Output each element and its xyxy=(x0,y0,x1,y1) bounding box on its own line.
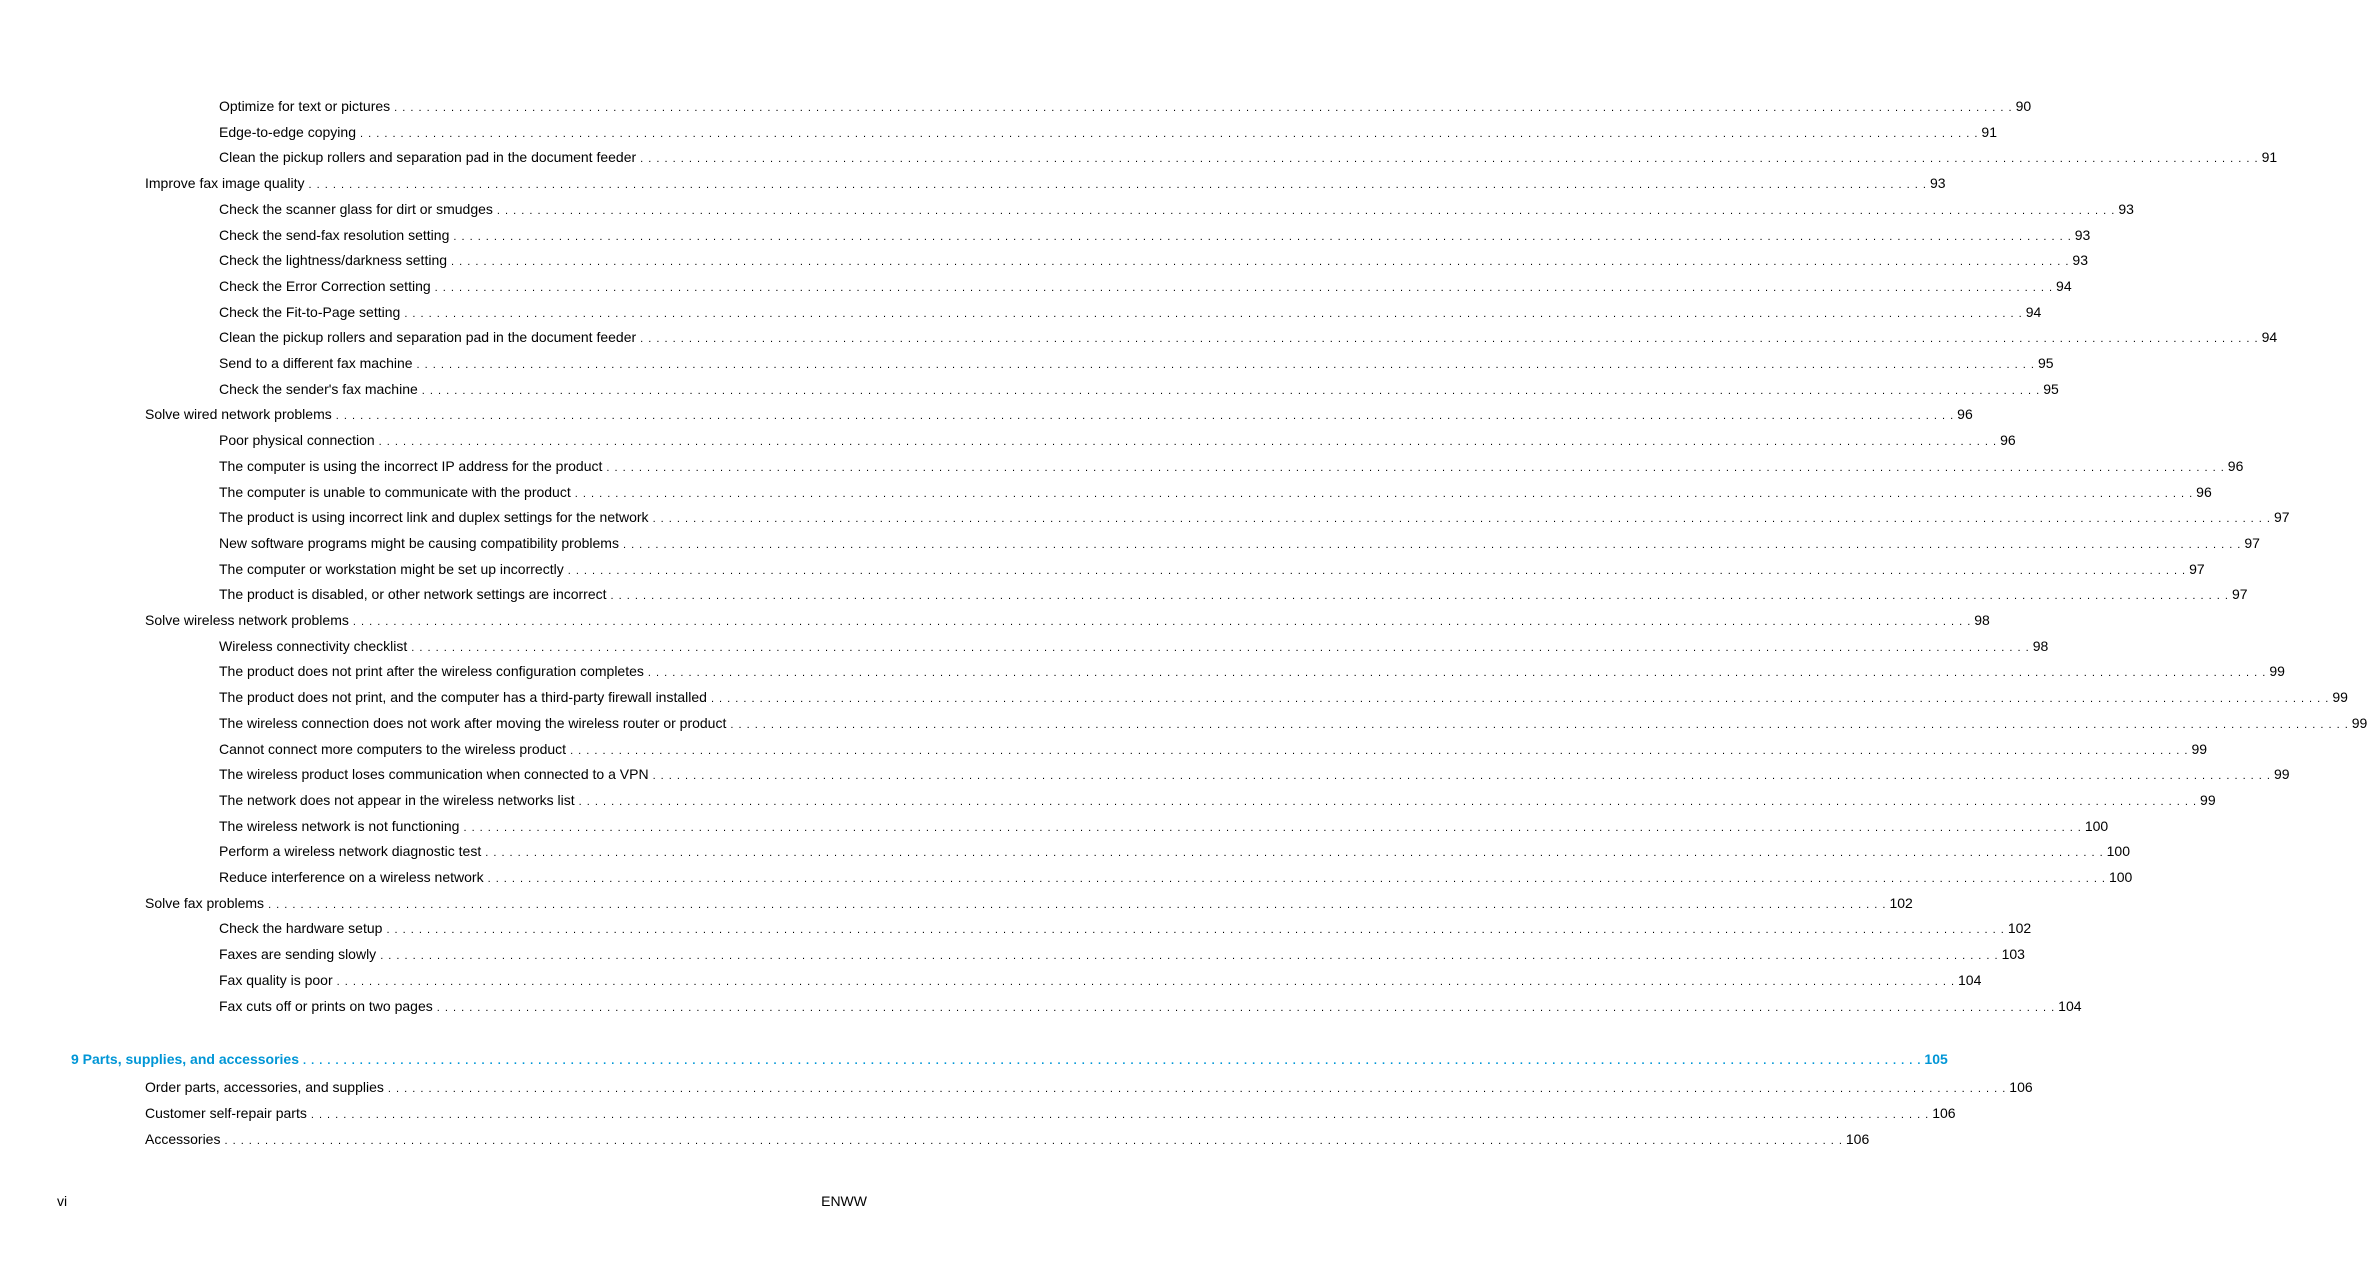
toc-entry-title: The computer is unable to communicate with the product xyxy=(219,483,571,500)
toc-entry[interactable] xyxy=(219,970,1982,990)
toc-entry-page: 91 xyxy=(1981,123,1997,140)
toc-entry-title: 9 Parts, supplies, and accessories xyxy=(71,1051,300,1068)
toc-entry-title: Fax quality is poor xyxy=(219,971,333,988)
toc-entry[interactable] xyxy=(219,302,2042,322)
toc-entry[interactable] xyxy=(145,1103,1956,1123)
toc-dot-leader: . . . . . . . . . . . . . . . . . . . . . . . . . . . . . . . . . . . . . . . . . . . . . . . . . . . . . . . . . . . . . . . . . . . . . . . . . . . . . . . . . . . . . . . . . . . . . . . . . . . . . . . . . . . . . . . . . . . . . . . . . . . . . . . . . . . . . . . . . . . . . . . . . . . . . . . . . . . . . . . . . . . . . . . . . . . . . . . . . . . . . . . . . . . . . . . . . . . . . . . . xyxy=(647,667,2267,680)
toc-entry-title: Check the Error Correction setting xyxy=(219,277,431,294)
toc-entry-title: Perform a wireless network diagnostic test xyxy=(219,843,482,860)
toc-entry[interactable] xyxy=(219,841,2130,861)
toc-entry-title: Check the send-fax resolution setting xyxy=(219,226,450,243)
toc-entry[interactable] xyxy=(219,250,2088,270)
toc-entry-page: 96 xyxy=(2000,432,2016,449)
toc-entry[interactable] xyxy=(219,661,2285,681)
toc-entry[interactable] xyxy=(219,713,2367,733)
footer-doc-code: ENWW xyxy=(821,1193,867,1209)
toc-entry-title: New software programs might be causing compatibility problems xyxy=(219,534,619,551)
toc-entry[interactable] xyxy=(219,379,2059,399)
toc-entry-title: Order parts, accessories, and supplies xyxy=(145,1079,384,1096)
toc-entry[interactable] xyxy=(145,1129,1870,1149)
toc-entry-title: Check the sender's fax machine xyxy=(219,380,418,397)
toc-entry-title: The product does not print, and the computer has a third-party firewall installed xyxy=(219,689,707,706)
toc-entry[interactable] xyxy=(219,687,2348,707)
toc-dot-leader: . . . . . . . . . . . . . . . . . . . . . . . . . . . . . . . . . . . . . . . . . . . . . . . . . . . . . . . . . . . . . . . . . . . . . . . . . . . . . . . . . . . . . . . . . . . . . . . . . . . . . . . . . . . . . . . . . . . . . . . . . . . . . . . . . . . . . . . . . . . . . . . . . . . . . . . . . . . . . . . . . . . . . . . . . . . . . . . . . . . . . . . . . . . . . . . . . . . . . . . . xyxy=(421,384,2041,397)
toc-entry-title: The computer or workstation might be set up incorrectly xyxy=(219,560,564,577)
toc-dot-leader: . . . . . . . . . . . . . . . . . . . . . . . . . . . . . . . . . . . . . . . . . . . . . . . . . . . . . . . . . . . . . . . . . . . . . . . . . . . . . . . . . . . . . . . . . . . . . . . . . . . . . . . . . . . . . . . . . . . . . . . . . . . . . . . . . . . . . . . . . . . . . . . . . . . . . . . . . . . . . . . . . . . . . . . . . . . . . . . . . . . . . . . . . . . . . . . . . . . . . . . . xyxy=(394,102,2013,114)
toc-dot-leader: . . . . . . . . . . . . . . . . . . . . . . . . . . . . . . . . . . . . . . . . . . . . . . . . . . . . . . . . . . . . . . . . . . . . . . . . . . . . . . . . . . . . . . . . . . . . . . . . . . . . . . . . . . . . . . . . . . . . . . . . . . . . . . . . . . . . . . . . . . . . . . . . . . . . . . . . . . . . . . . . . . . . . . . . . . . . . . . . . . . . . . . . . . . . . . . . . . . . . . . . xyxy=(303,1055,1922,1068)
toc-dot-leader: . . . . . . . . . . . . . . . . . . . . . . . . . . . . . . . . . . . . . . . . . . . . . . . . . . . . . . . . . . . . . . . . . . . . . . . . . . . . . . . . . . . . . . . . . . . . . . . . . . . . . . . . . . . . . . . . . . . . . . . . . . . . . . . . . . . . . . . . . . . . . . . . . . . . . . . . . . . . . . . . . . . . . . . . . . . . . . . . . . . . . . . . . . . . . . . . . . . . . . . . xyxy=(404,307,2023,320)
toc-entry[interactable] xyxy=(219,918,2032,938)
toc-entry-title: Customer self-repair parts xyxy=(145,1104,307,1121)
toc-entry-title: The wireless network is not functioning xyxy=(219,817,460,834)
toc-entry[interactable] xyxy=(145,1077,2033,1097)
toc-dot-leader: . . . . . . . . . . . . . . . . . . . . . . . . . . . . . . . . . . . . . . . . . . . . . . . . . . . . . . . . . . . . . . . . . . . . . . . . . . . . . . . . . . . . . . . . . . . . . . . . . . . . . . . . . . . . . . . . . . . . . . . . . . . . . . . . . . . . . . . . . . . . . . . . . . . . . . . . . . . . . . . . . . . . . . . . . . . . . . . . . . . . . . . . . . . . . . . . . . . . . . . . xyxy=(335,410,1955,423)
toc-dot-leader: . . . . . . . . . . . . . . . . . . . . . . . . . . . . . . . . . . . . . . . . . . . . . . . . . . . . . . . . . . . . . . . . . . . . . . . . . . . . . . . . . . . . . . . . . . . . . . . . . . . . . . . . . . . . . . . . . . . . . . . . . . . . . . . . . . . . . . . . . . . . . . . . . . . . . . . . . . . . . . . . . . . . . . . . . . . . . . . . . . . . . . . . . . . . . . . . . . . . . . . . xyxy=(485,847,2104,860)
toc-entry[interactable] xyxy=(219,327,2278,347)
toc-entry[interactable] xyxy=(219,430,2016,450)
toc-dot-leader: . . . . . . . . . . . . . . . . . . . . . . . . . . . . . . . . . . . . . . . . . . . . . . . . . . . . . . . . . . . . . . . . . . . . . . . . . . . . . . . . . . . . . . . . . . . . . . . . . . . . . . . . . . . . . . . . . . . . . . . . . . . . . . . . . . . . . . . . . . . . . . . . . . . . . . . . . . . . . . . . . . . . . . . . . . . . . . . . . . . . . . . . . . . . . . . . . . . . . . . . xyxy=(411,641,2030,654)
toc-entry[interactable] xyxy=(145,893,1913,913)
toc-entry-page: 93 xyxy=(2072,252,2088,269)
toc-dot-leader: . . . . . . . . . . . . . . . . . . . . . . . . . . . . . . . . . . . . . . . . . . . . . . . . . . . . . . . . . . . . . . . . . . . . . . . . . . . . . . . . . . . . . . . . . . . . . . . . . . . . . . . . . . . . . . . . . . . . . . . . . . . . . . . . . . . . . . . . . . . . . . . . . . . . . . . . . . . . . . . . . . . . . . . . . . . . . . . . . . . . . . . . . . . . . . . . . . . . . . . . xyxy=(496,204,2116,217)
toc-dot-leader: . . . . . . . . . . . . . . . . . . . . . . . . . . . . . . . . . . . . . . . . . . . . . . . . . . . . . . . . . . . . . . . . . . . . . . . . . . . . . . . . . . . . . . . . . . . . . . . . . . . . . . . . . . . . . . . . . . . . . . . . . . . . . . . . . . . . . . . . . . . . . . . . . . . . . . . . . . . . . . . . . . . . . . . . . . . . . . . . . . . . . . . . . . . . . . . . . . . . . . . . xyxy=(380,950,1999,963)
toc-dot-leader: . . . . . . . . . . . . . . . . . . . . . . . . . . . . . . . . . . . . . . . . . . . . . . . . . . . . . . . . . . . . . . . . . . . . . . . . . . . . . . . . . . . . . . . . . . . . . . . . . . . . . . . . . . . . . . . . . . . . . . . . . . . . . . . . . . . . . . . . . . . . . . . . . . . . . . . . . . . . . . . . . . . . . . . . . . . . . . . . . . . . . . . . . . . . . . . . . . . . . . . . xyxy=(487,873,2106,885)
toc-entry-page: 99 xyxy=(2200,791,2216,808)
toc-entry-page: 102 xyxy=(1889,894,1913,911)
toc-entry[interactable] xyxy=(219,867,2133,887)
toc-entry[interactable] xyxy=(219,353,2054,373)
toc-entry-page: 96 xyxy=(2196,483,2212,500)
toc-dot-leader: . . . . . . . . . . . . . . . . . . . . . . . . . . . . . . . . . . . . . . . . . . . . . . . . . . . . . . . . . . . . . . . . . . . . . . . . . . . . . . . . . . . . . . . . . . . . . . . . . . . . . . . . . . . . . . . . . . . . . . . . . . . . . . . . . . . . . . . . . . . . . . . . . . . . . . . . . . . . . . . . . . . . . . . . . . . . . . . . . . . . . . . . . . . . . . . . . . . . . . . . xyxy=(652,513,2271,526)
toc-entry-title: Cannot connect more computers to the wireless product xyxy=(219,740,567,757)
toc-dot-leader: . . . . . . . . . . . . . . . . . . . . . . . . . . . . . . . . . . . . . . . . . . . . . . . . . . . . . . . . . . . . . . . . . . . . . . . . . . . . . . . . . . . . . . . . . . . . . . . . . . . . . . . . . . . . . . . . . . . . . . . . . . . . . . . . . . . . . . . . . . . . . . . . . . . . . . . . . . . . . . . . . . . . . . . . . . . . . . . . . . . . . . . . . . . . . . . . . . . . . . . . xyxy=(578,795,2198,808)
toc-entry-title: Solve wired network problems xyxy=(145,406,332,423)
toc-entry-title: Accessories xyxy=(145,1130,221,1147)
toc-dot-leader: . . . . . . . . . . . . . . . . . . . . . . . . . . . . . . . . . . . . . . . . . . . . . . . . . . . . . . . . . . . . . . . . . . . . . . . . . . . . . . . . . . . . . . . . . . . . . . . . . . . . . . . . . . . . . . . . . . . . . . . . . . . . . . . . . . . . . . . . . . . . . . . . . . . . . . . . . . . . . . . . . . . . . . . . . . . . . . . . . . . . . . . . . . . . . . . . . . . . . . . . xyxy=(574,487,2194,500)
toc-entry-page: 91 xyxy=(2261,149,2278,166)
toc-dot-leader: . . . . . . . . . . . . . . . . . . . . . . . . . . . . . . . . . . . . . . . . . . . . . . . . . . . . . . . . . . . . . . . . . . . . . . . . . . . . . . . . . . . . . . . . . . . . . . . . . . . . . . . . . . . . . . . . . . . . . . . . . . . . . . . . . . . . . . . . . . . . . . . . . . . . . . . . . . . . . . . . . . . . . . . . . . . . . . . . . . . . . . . . . . . . . . . . . . . . . . . . xyxy=(416,359,2035,371)
toc-entry-title: The product does not print after the wireless configuration completes xyxy=(219,663,644,680)
toc-entry[interactable] xyxy=(219,636,2049,656)
toc-dot-leader: . . . . . . . . . . . . . . . . . . . . . . . . . . . . . . . . . . . . . . . . . . . . . . . . . . . . . . . . . . . . . . . . . . . . . . . . . . . . . . . . . . . . . . . . . . . . . . . . . . . . . . . . . . . . . . . . . . . . . . . . . . . . . . . . . . . . . . . . . . . . . . . . . . . . . . . . . . . . . . . . . . . . . . . . . . . . . . . . . . . . . . . . . . . . . . . . . . . . . . . . xyxy=(434,281,2054,294)
toc-entry-title: Reduce interference on a wireless network xyxy=(219,869,484,885)
toc-entry-title: Check the hardware setup xyxy=(219,920,383,937)
toc-entry-page: 96 xyxy=(1957,406,1973,423)
toc-entry-page: 105 xyxy=(1924,1051,1948,1068)
toc-entry-title: Check the Fit-to-Page setting xyxy=(219,303,401,320)
toc-entry[interactable] xyxy=(219,790,2216,810)
toc-entry-title: Wireless connectivity checklist xyxy=(219,637,408,654)
toc-entry-page: 93 xyxy=(2118,200,2134,217)
toc-entry-title: Faxes are sending slowly xyxy=(219,946,377,963)
toc-entry-page: 90 xyxy=(2015,98,2032,114)
toc-entry-page: 100 xyxy=(2108,869,2133,885)
toc-entry-page: 104 xyxy=(1958,971,1982,988)
toc-entry-title: Poor physical connection xyxy=(219,432,375,449)
toc-entry[interactable] xyxy=(219,225,2091,245)
toc-entry-title: The wireless product loses communication when connected to a VPN xyxy=(219,766,649,783)
toc-entry[interactable] xyxy=(219,122,1997,142)
toc-dot-leader: . . . . . . . . . . . . . . . . . . . . . . . . . . . . . . . . . . . . . . . . . . . . . . . . . . . . . . . . . . . . . . . . . . . . . . . . . . . . . . . . . . . . . . . . . . . . . . . . . . . . . . . . . . . . . . . . . . . . . . . . . . . . . . . . . . . . . . . . . . . . . . . . . . . . . . . . . . . . . . . . . . . . . . . . . . . . . . . . . . . . . . . . . . . . . . . . . . . . . . . . xyxy=(622,538,2242,551)
toc-entry[interactable] xyxy=(219,816,2109,836)
toc-entry-page: 99 xyxy=(2273,766,2290,783)
toc-entry[interactable] xyxy=(145,173,1946,193)
toc-entry-title: The product is disabled, or other network settings are incorrect xyxy=(219,586,607,603)
toc-entry[interactable] xyxy=(219,147,2278,167)
toc-dot-leader: . . . . . . . . . . . . . . . . . . . . . . . . . . . . . . . . . . . . . . . . . . . . . . . . . . . . . . . . . . . . . . . . . . . . . . . . . . . . . . . . . . . . . . . . . . . . . . . . . . . . . . . . . . . . . . . . . . . . . . . . . . . . . . . . . . . . . . . . . . . . . . . . . . . . . . . . . . . . . . . . . . . . . . . . . . . . . . . . . . . . . . . . . . . . . . . . . . . . . . . . xyxy=(268,898,1887,911)
toc-entry-title: The product is using incorrect link and duplex settings for the network xyxy=(219,509,649,526)
toc-entry-page: 95 xyxy=(2043,380,2059,397)
toc-dot-leader: . . . . . . . . . . . . . . . . . . . . . . . . . . . . . . . . . . . . . . . . . . . . . . . . . . . . . . . . . . . . . . . . . . . . . . . . . . . . . . . . . . . . . . . . . . . . . . . . . . . . . . . . . . . . . . . . . . . . . . . . . . . . . . . . . . . . . . . . . . . . . . . . . . . . . . . . . . . . . . . . . . . . . . . . . . . . . . . . . . . . . . . . . . . . . . . . . . . . . . . . xyxy=(386,924,2005,937)
toc-entry-page: 100 xyxy=(2106,843,2130,860)
toc-dot-leader: . . . . . . . . . . . . . . . . . . . . . . . . . . . . . . . . . . . . . . . . . . . . . . . . . . . . . . . . . . . . . . . . . . . . . . . . . . . . . . . . . . . . . . . . . . . . . . . . . . . . . . . . . . . . . . . . . . . . . . . . . . . . . . . . . . . . . . . . . . . . . . . . . . . . . . . . . . . . . . . . . . . . . . . . . . . . . . . . . . . . . . . . . . . . . . . . . . . . . . . . xyxy=(463,821,2082,834)
toc-dot-leader: . . . . . . . . . . . . . . . . . . . . . . . . . . . . . . . . . . . . . . . . . . . . . . . . . . . . . . . . . . . . . . . . . . . . . . . . . . . . . . . . . . . . . . . . . . . . . . . . . . . . . . . . . . . . . . . . . . . . . . . . . . . . . . . . . . . . . . . . . . . . . . . . . . . . . . . . . . . . . . . . . . . . . . . . . . . . . . . . . . . . . . . . . . . . . . . . . . . . . . . . xyxy=(360,127,1979,140)
toc-entry-title: Solve wireless network problems xyxy=(145,612,349,628)
toc-entry[interactable] xyxy=(219,482,2212,502)
toc-entry[interactable] xyxy=(219,944,2025,964)
toc-entry[interactable] xyxy=(145,610,1990,630)
toc-dot-leader: . . . . . . . . . . . . . . . . . . . . . . . . . . . . . . . . . . . . . . . . . . . . . . . . . . . . . . . . . . . . . . . . . . . . . . . . . . . . . . . . . . . . . . . . . . . . . . . . . . . . . . . . . . . . . . . . . . . . . . . . . . . . . . . . . . . . . . . . . . . . . . . . . . . . . . . . . . . . . . . . . . . . . . . . . . . . . . . . . . . . . . . . . . . . . . . . . . . . . . . . xyxy=(453,230,2072,243)
toc-entry-page: 99 xyxy=(2269,663,2285,680)
toc-dot-leader: . . . . . . . . . . . . . . . . . . . . . . . . . . . . . . . . . . . . . . . . . . . . . . . . . . . . . . . . . . . . . . . . . . . . . . . . . . . . . . . . . . . . . . . . . . . . . . . . . . . . . . . . . . . . . . . . . . . . . . . . . . . . . . . . . . . . . . . . . . . . . . . . . . . . . . . . . . . . . . . . . . . . . . . . . . . . . . . . . . . . . . . . . . . . . . . . . . . . . . . . xyxy=(640,153,2259,166)
toc-dot-leader: . . . . . . . . . . . . . . . . . . . . . . . . . . . . . . . . . . . . . . . . . . . . . . . . . . . . . . . . . . . . . . . . . . . . . . . . . . . . . . . . . . . . . . . . . . . . . . . . . . . . . . . . . . . . . . . . . . . . . . . . . . . . . . . . . . . . . . . . . . . . . . . . . . . . . . . . . . . . . . . . . . . . . . . . . . . . . . . . . . . . . . . . . . . . . . . . . . . . . . . . xyxy=(378,436,1998,449)
toc-dot-leader: . . . . . . . . . . . . . . . . . . . . . . . . . . . . . . . . . . . . . . . . . . . . . . . . . . . . . . . . . . . . . . . . . . . . . . . . . . . . . . . . . . . . . . . . . . . . . . . . . . . . . . . . . . . . . . . . . . . . . . . . . . . . . . . . . . . . . . . . . . . . . . . . . . . . . . . . . . . . . . . . . . . . . . . . . . . . . . . . . . . . . . . . . . . . . . . . . . . . . . . . xyxy=(436,1001,2056,1014)
toc-entry-page: 96 xyxy=(2227,457,2244,474)
toc-entry-page: 94 xyxy=(2261,329,2278,346)
toc-entry[interactable] xyxy=(219,739,2208,759)
toc-entry-title: Check the lightness/darkness setting xyxy=(219,252,448,269)
toc-entry[interactable] xyxy=(219,96,2032,116)
toc-entry[interactable] xyxy=(219,584,2248,604)
toc-entry-title: Improve fax image quality xyxy=(145,175,305,192)
toc-entry[interactable] xyxy=(219,507,2290,527)
toc-entry[interactable] xyxy=(219,533,2260,553)
toc-entry-page: 104 xyxy=(2058,997,2082,1014)
toc-dot-leader: . . . . . . . . . . . . . . . . . . . . . . . . . . . . . . . . . . . . . . . . . . . . . . . . . . . . . . . . . . . . . . . . . . . . . . . . . . . . . . . . . . . . . . . . . . . . . . . . . . . . . . . . . . . . . . . . . . . . . . . . . . . . . . . . . . . . . . . . . . . . . . . . . . . . . . . . . . . . . . . . . . . . . . . . . . . . . . . . . . . . . . . . . . . . . . . . . . . . . . . . xyxy=(387,1083,2007,1096)
toc-dot-leader: . . . . . . . . . . . . . . . . . . . . . . . . . . . . . . . . . . . . . . . . . . . . . . . . . . . . . . . . . . . . . . . . . . . . . . . . . . . . . . . . . . . . . . . . . . . . . . . . . . . . . . . . . . . . . . . . . . . . . . . . . . . . . . . . . . . . . . . . . . . . . . . . . . . . . . . . . . . . . . . . . . . . . . . . . . . . . . . . . . . . . . . . . . . . . . . . . . . . . . . . xyxy=(310,1108,1930,1121)
toc-entry-page: 94 xyxy=(2025,303,2042,320)
toc-entry-page: 99 xyxy=(2191,740,2208,757)
toc-entry[interactable] xyxy=(219,559,2205,579)
toc-dot-leader: . . . . . . . . . . . . . . . . . . . . . . . . . . . . . . . . . . . . . . . . . . . . . . . . . . . . . . . . . . . . . . . . . . . . . . . . . . . . . . . . . . . . . . . . . . . . . . . . . . . . . . . . . . . . . . . . . . . . . . . . . . . . . . . . . . . . . . . . . . . . . . . . . . . . . . . . . . . . . . . . . . . . . . . . . . . . . . . . . . . . . . . . . . . . . . . . . . . . . . . . xyxy=(652,770,2271,783)
toc-entry-page: 106 xyxy=(1845,1130,1870,1147)
toc-entry-page: 102 xyxy=(2007,920,2032,937)
toc-entry-title: Clean the pickup rollers and separation pad in the document feeder xyxy=(219,149,637,166)
toc-dot-leader: . . . . . . . . . . . . . . . . . . . . . . . . . . . . . . . . . . . . . . . . . . . . . . . . . . . . . . . . . . . . . . . . . . . . . . . . . . . . . . . . . . . . . . . . . . . . . . . . . . . . . . . . . . . . . . . . . . . . . . . . . . . . . . . . . . . . . . . . . . . . . . . . . . . . . . . . . . . . . . . . . . . . . . . . . . . . . . . . . . . . . . . . . . . . . . . . . . . . . . . . xyxy=(336,975,1956,988)
toc-entry-page: 99 xyxy=(2351,714,2367,731)
toc-entry-page: 95 xyxy=(2037,355,2054,371)
toc-entry-page: 97 xyxy=(2244,534,2260,551)
toc-entry[interactable] xyxy=(219,276,2072,296)
toc-entry-title: Clean the pickup rollers and separation pad in the document feeder xyxy=(219,329,637,346)
toc-entry-page: 99 xyxy=(2332,689,2348,706)
toc-entry-title: Optimize for text or pictures xyxy=(219,98,391,114)
toc-entry-title: Check the scanner glass for dirt or smudges xyxy=(219,200,493,217)
toc-entry[interactable] xyxy=(219,996,2082,1016)
toc-entry-title: Fax cuts off or prints on two pages xyxy=(219,997,433,1014)
toc-entry-page: 103 xyxy=(2001,946,2025,963)
toc-entry[interactable] xyxy=(219,199,2134,219)
toc-entry-page: 94 xyxy=(2056,277,2072,294)
footer-page-number: vi xyxy=(57,1193,68,1209)
toc-entry[interactable] xyxy=(219,764,2290,784)
toc-entry-title: Solve fax problems xyxy=(145,894,265,911)
toc-entry-page: 93 xyxy=(1929,175,1946,192)
toc-entry-title: The computer is using the incorrect IP address for the product xyxy=(219,457,603,474)
toc-entry[interactable] xyxy=(219,456,2244,476)
toc-dot-leader: . . . . . . . . . . . . . . . . . . . . . . . . . . . . . . . . . . . . . . . . . . . . . . . . . . . . . . . . . . . . . . . . . . . . . . . . . . . . . . . . . . . . . . . . . . . . . . . . . . . . . . . . . . . . . . . . . . . . . . . . . . . . . . . . . . . . . . . . . . . . . . . . . . . . . . . . . . . . . . . . . . . . . . . . . . . . . . . . . . . . . . . . . . . . . . . . . . . . . . . . xyxy=(570,744,2189,757)
toc-entry-page: 106 xyxy=(2009,1079,2033,1096)
toc-entry-page: 97 xyxy=(2273,509,2290,526)
toc-dot-leader: . . . . . . . . . . . . . . . . . . . . . . . . . . . . . . . . . . . . . . . . . . . . . . . . . . . . . . . . . . . . . . . . . . . . . . . . . . . . . . . . . . . . . . . . . . . . . . . . . . . . . . . . . . . . . . . . . . . . . . . . . . . . . . . . . . . . . . . . . . . . . . . . . . . . . . . . . . . . . . . . . . . . . . . . . . . . . . . . . . . . . . . . . . . . . . . . . . . . . . . . xyxy=(610,590,2229,603)
toc-dot-leader: . . . . . . . . . . . . . . . . . . . . . . . . . . . . . . . . . . . . . . . . . . . . . . . . . . . . . . . . . . . . . . . . . . . . . . . . . . . . . . . . . . . . . . . . . . . . . . . . . . . . . . . . . . . . . . . . . . . . . . . . . . . . . . . . . . . . . . . . . . . . . . . . . . . . . . . . . . . . . . . . . . . . . . . . . . . . . . . . . . . . . . . . . . . . . . . . . . . . . . . . xyxy=(308,179,1927,192)
toc-chapter-entry[interactable] xyxy=(71,1049,1948,1069)
toc-dot-leader: . . . . . . . . . . . . . . . . . . . . . . . . . . . . . . . . . . . . . . . . . . . . . . . . . . . . . . . . . . . . . . . . . . . . . . . . . . . . . . . . . . . . . . . . . . . . . . . . . . . . . . . . . . . . . . . . . . . . . . . . . . . . . . . . . . . . . . . . . . . . . . . . . . . . . . . . . . . . . . . . . . . . . . . . . . . . . . . . . . . . . . . . . . . . . . . . . . . . . . . . xyxy=(606,461,2225,474)
toc-dot-leader: . . . . . . . . . . . . . . . . . . . . . . . . . . . . . . . . . . . . . . . . . . . . . . . . . . . . . . . . . . . . . . . . . . . . . . . . . . . . . . . . . . . . . . . . . . . . . . . . . . . . . . . . . . . . . . . . . . . . . . . . . . . . . . . . . . . . . . . . . . . . . . . . . . . . . . . . . . . . . . . . . . . . . . . . . . . . . . . . . . . . . . . . . . . . . . . . . . . . . . . . xyxy=(567,564,2187,577)
toc-dot-leader: . . . . . . . . . . . . . . . . . . . . . . . . . . . . . . . . . . . . . . . . . . . . . . . . . . . . . . . . . . . . . . . . . . . . . . . . . . . . . . . . . . . . . . . . . . . . . . . . . . . . . . . . . . . . . . . . . . . . . . . . . . . . . . . . . . . . . . . . . . . . . . . . . . . . . . . . . . . . . . . . . . . . . . . . . . . . . . . . . . . . . . . . . . . . . . . . . . . . . . . . xyxy=(710,693,2330,706)
toc-dot-leader: . . . . . . . . . . . . . . . . . . . . . . . . . . . . . . . . . . . . . . . . . . . . . . . . . . . . . . . . . . . . . . . . . . . . . . . . . . . . . . . . . . . . . . . . . . . . . . . . . . . . . . . . . . . . . . . . . . . . . . . . . . . . . . . . . . . . . . . . . . . . . . . . . . . . . . . . . . . . . . . . . . . . . . . . . . . . . . . . . . . . . . . . . . . . . . . . . . . . . . . . xyxy=(451,256,2070,269)
toc-dot-leader: . . . . . . . . . . . . . . . . . . . . . . . . . . . . . . . . . . . . . . . . . . . . . . . . . . . . . . . . . . . . . . . . . . . . . . . . . . . . . . . . . . . . . . . . . . . . . . . . . . . . . . . . . . . . . . . . . . . . . . . . . . . . . . . . . . . . . . . . . . . . . . . . . . . . . . . . . . . . . . . . . . . . . . . . . . . . . . . . . . . . . . . . . . . . . . . . . . . . . . . . xyxy=(730,718,2349,731)
toc-entry-page: 97 xyxy=(2231,586,2248,603)
toc-entry-page: 106 xyxy=(1932,1104,1956,1121)
toc-entry-page: 93 xyxy=(2074,226,2091,243)
toc-dot-leader: . . . . . . . . . . . . . . . . . . . . . . . . . . . . . . . . . . . . . . . . . . . . . . . . . . . . . . . . . . . . . . . . . . . . . . . . . . . . . . . . . . . . . . . . . . . . . . . . . . . . . . . . . . . . . . . . . . . . . . . . . . . . . . . . . . . . . . . . . . . . . . . . . . . . . . . . . . . . . . . . . . . . . . . . . . . . . . . . . . . . . . . . . . . . . . . . . . . . . . . . xyxy=(224,1134,1843,1147)
toc-entry-title: The wireless connection does not work after moving the wireless router or product xyxy=(219,714,727,731)
toc-dot-leader: . . . . . . . . . . . . . . . . . . . . . . . . . . . . . . . . . . . . . . . . . . . . . . . . . . . . . . . . . . . . . . . . . . . . . . . . . . . . . . . . . . . . . . . . . . . . . . . . . . . . . . . . . . . . . . . . . . . . . . . . . . . . . . . . . . . . . . . . . . . . . . . . . . . . . . . . . . . . . . . . . . . . . . . . . . . . . . . . . . . . . . . . . . . . . . . . . . . . . . . . xyxy=(352,616,1972,628)
toc-entry-page: 98 xyxy=(1974,612,1990,628)
toc-entry-title: Edge-to-edge copying xyxy=(219,123,356,140)
toc-entry[interactable] xyxy=(145,404,1973,424)
toc-entry-title: Send to a different fax machine xyxy=(219,355,413,371)
toc-entry-page: 98 xyxy=(2032,637,2049,654)
toc-entry-title: The network does not appear in the wireless networks list xyxy=(219,791,575,808)
toc-entry-page: 100 xyxy=(2084,817,2109,834)
toc-entry-page: 97 xyxy=(2189,560,2205,577)
toc-dot-leader: . . . . . . . . . . . . . . . . . . . . . . . . . . . . . . . . . . . . . . . . . . . . . . . . . . . . . . . . . . . . . . . . . . . . . . . . . . . . . . . . . . . . . . . . . . . . . . . . . . . . . . . . . . . . . . . . . . . . . . . . . . . . . . . . . . . . . . . . . . . . . . . . . . . . . . . . . . . . . . . . . . . . . . . . . . . . . . . . . . . . . . . . . . . . . . . . . . . . . . . . xyxy=(640,333,2259,346)
